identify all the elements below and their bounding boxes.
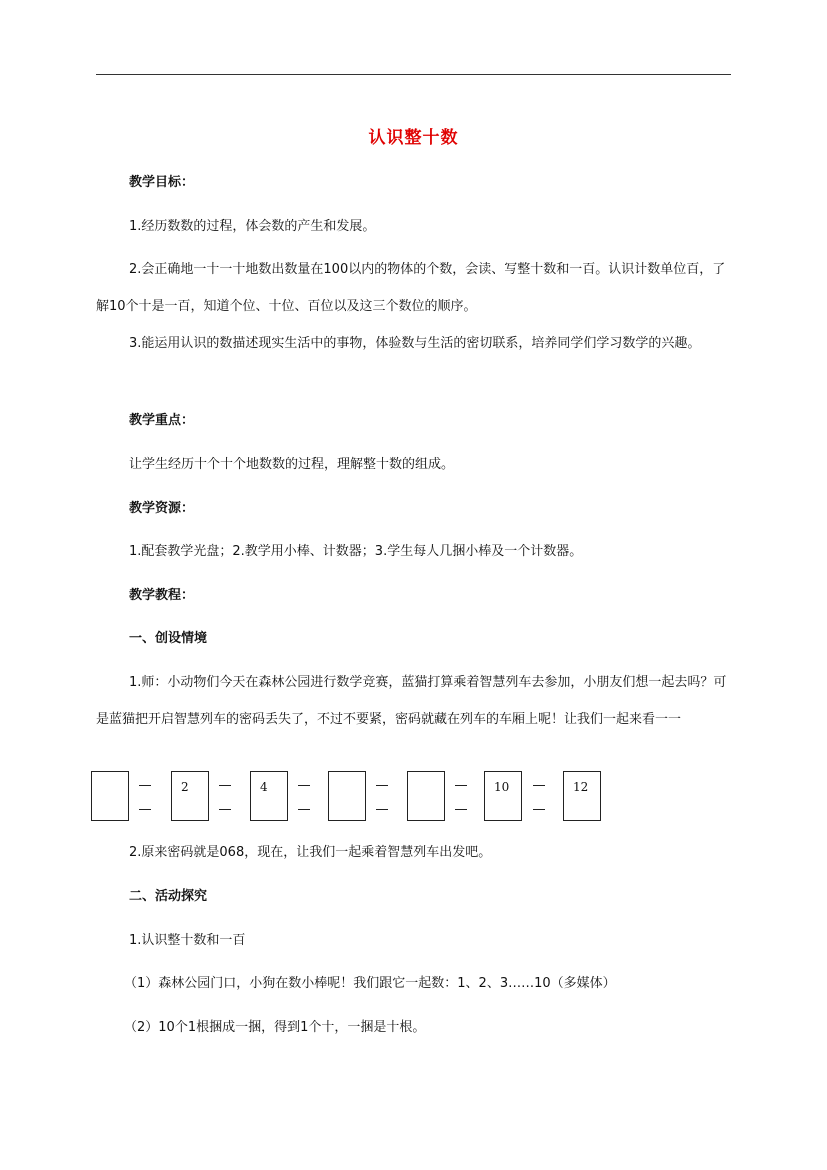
section1-paragraph-2: 2.原来密码就是068，现在，让我们一起乘着智慧列车出发吧。	[129, 845, 492, 860]
section2-item-1: （1）森林公园门口，小狗在数小棒呢！我们跟它一起数：1、2、3……10（多媒体）	[124, 976, 616, 991]
password-box	[407, 771, 445, 821]
objective-item-2: 2.会正确地一十一十地数出数量在100以内的物体的个数，会读、写整十数和一百。认识计数单位百，了解10个十是一百，知道个位、十位、百位以及这三个数位的顺序。	[96, 262, 726, 314]
dash	[455, 809, 467, 810]
section2-item-2: （2）10个1根捆成一捆，得到1个十，一捆是十根。	[124, 1020, 426, 1035]
password-box	[91, 771, 129, 821]
objective-item-1: 1.经历数数的过程，体会数的产生和发展。	[129, 219, 376, 234]
dash	[298, 809, 310, 810]
resources-text: 1.配套教学光盘；2.教学用小棒、计数器；3.学生每人几捆小棒及一个计数器。	[129, 544, 583, 559]
password-box: 12	[563, 771, 601, 821]
objective-item-3: 3.能运用认识的数描述现实生活中的事物，体验数与生活的密切联系，培养同学们学习数学的兴趣。	[129, 336, 701, 351]
dash	[455, 785, 467, 786]
page-title: 认识整十数	[368, 128, 459, 148]
dash	[533, 785, 545, 786]
dash	[139, 785, 151, 786]
section1-heading: 一、创设情境	[129, 631, 208, 646]
password-box: 2	[171, 771, 209, 821]
password-box: 10	[484, 771, 522, 821]
process-heading: 教学教程：	[129, 588, 195, 603]
key-points-heading: 教学重点：	[129, 413, 195, 428]
objectives-heading: 教学目标：	[129, 175, 195, 190]
dash	[376, 785, 388, 786]
password-boxes	[91, 771, 731, 826]
dash	[219, 809, 231, 810]
section2-subheading: 1.认识整十数和一百	[129, 933, 246, 948]
key-points-text: 让学生经历十个十个地数数的过程，理解整十数的组成。	[129, 457, 455, 472]
password-box	[328, 771, 366, 821]
dash	[533, 809, 545, 810]
dash	[298, 785, 310, 786]
password-box: 4	[250, 771, 288, 821]
section2-heading: 二、活动探究	[129, 889, 208, 904]
dash	[219, 785, 231, 786]
dash	[376, 809, 388, 810]
section1-paragraph-1: 1.师：小动物们今天在森林公园进行数学竞赛，蓝猫打算乘着智慧列车去参加，小朋友们想一起去吗？可是蓝猫把开启智慧列车的密码丢失了，不过不要紧，密码就藏在列车的车厢上呢！让我们一起来看一一	[96, 675, 727, 727]
dash	[139, 809, 151, 810]
header-rule	[96, 74, 731, 75]
resources-heading: 教学资源：	[129, 501, 195, 516]
